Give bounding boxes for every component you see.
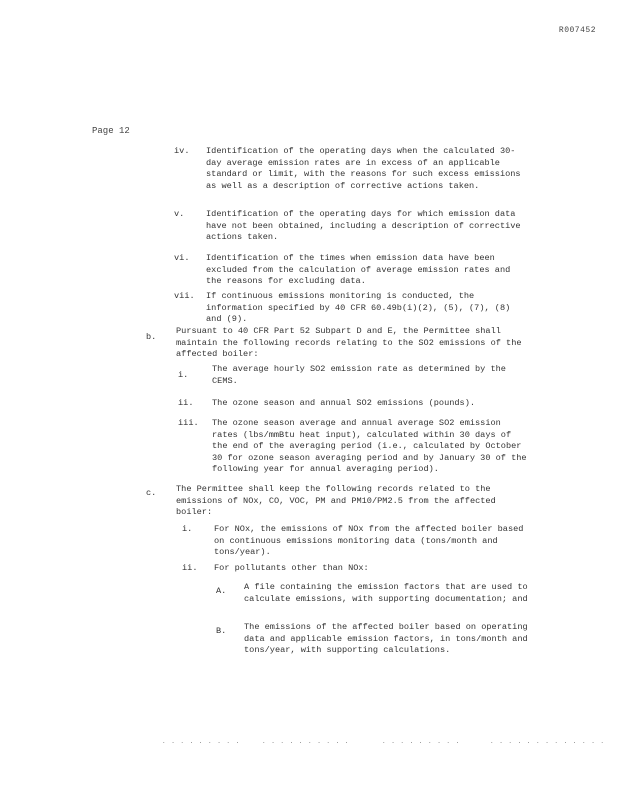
item-number: iii.	[178, 418, 199, 428]
list-item	[0, 418, 618, 482]
item-text: Pursuant to 40 CFR Part 52 Subpart D and E, the Permittee shall maintain the following records relating to the SO2 emissions of the affected boiler:	[176, 326, 522, 360]
item-text: For NOx, the emissions of NOx from the affected boiler based on continuous emissions monitoring data (tons/month and tons/year).	[214, 524, 524, 558]
item-text: The ozone season and annual SO2 emissions (pounds).	[212, 398, 476, 408]
footer-mark: . . . . . . . . . .	[262, 738, 350, 745]
item-number: i.	[178, 370, 189, 380]
item-number: iv.	[174, 146, 190, 156]
list-item	[0, 364, 618, 390]
item-number: b.	[146, 332, 157, 342]
item-text: The ozone season average and annual average SO2 emission rates (lbs/mmBtu heat input), calculated within 30 days of the end of the averaging period (i.e., calculated by October 30 for ozone season averaging period and by January 30 of the following year for annual averaging period).	[212, 418, 527, 475]
item-number: ii.	[178, 398, 194, 408]
item-text: For pollutants other than NOx:	[214, 563, 369, 573]
footer-mark: . . . . . . . . .	[162, 738, 241, 745]
item-text: If continuous emissions monitoring is conducted, the information specified by 40 CFR 60.49b(i)(2), (5), (7), (8) and (9).	[206, 291, 511, 325]
document-id: R007452	[558, 26, 596, 35]
list-item	[0, 253, 618, 291]
list-item	[0, 326, 618, 364]
item-text: The emissions of the affected boiler based on operating data and applicable emission factors, in tons/month and tons/year, with supporting calculations.	[244, 622, 528, 656]
item-text: Identification of the times when emission data have been excluded from the calculation of average emission rates and the reasons for excluding data.	[206, 253, 511, 287]
item-number: i.	[182, 524, 193, 534]
item-text: A file containing the emission factors that are used to calculate emissions, with supporting documentation; and	[244, 582, 528, 604]
item-number: vi.	[174, 253, 190, 263]
item-text: Identification of the operating days when the calculated 30-day average emission rates are in excess of an applicable standard or limit, with the reasons for such excess emissions as well as a description of corrective actions taken.	[206, 146, 521, 191]
list-item	[0, 524, 618, 562]
item-text: Identification of the operating days for which emission data have not been obtained, including a description of corrective actions taken.	[206, 209, 521, 243]
footer-mark: . . . . . . . . . . . . .	[490, 738, 606, 745]
list-item	[0, 209, 618, 247]
item-number: ii.	[182, 563, 198, 573]
list-item	[0, 582, 618, 622]
item-text: The Permittee shall keep the following records related to the emissions of NOx, CO, VOC, PM and PM10/PM2.5 from the affected boiler:	[176, 484, 496, 518]
list-item	[0, 146, 618, 202]
item-number: c.	[146, 488, 157, 498]
item-text: The average hourly SO2 emission rate as determined by the CEMS.	[212, 364, 506, 386]
list-item	[0, 622, 618, 662]
list-item	[0, 563, 618, 579]
item-number: vii.	[174, 291, 195, 301]
page-number: Page 12	[92, 126, 130, 136]
item-number: v.	[174, 209, 185, 219]
list-item	[0, 398, 618, 414]
footer-mark: . . . . . . . . .	[382, 738, 461, 745]
list-item	[0, 484, 618, 518]
list-item	[0, 291, 618, 325]
item-number: B.	[216, 626, 227, 636]
item-number: A.	[216, 586, 227, 596]
